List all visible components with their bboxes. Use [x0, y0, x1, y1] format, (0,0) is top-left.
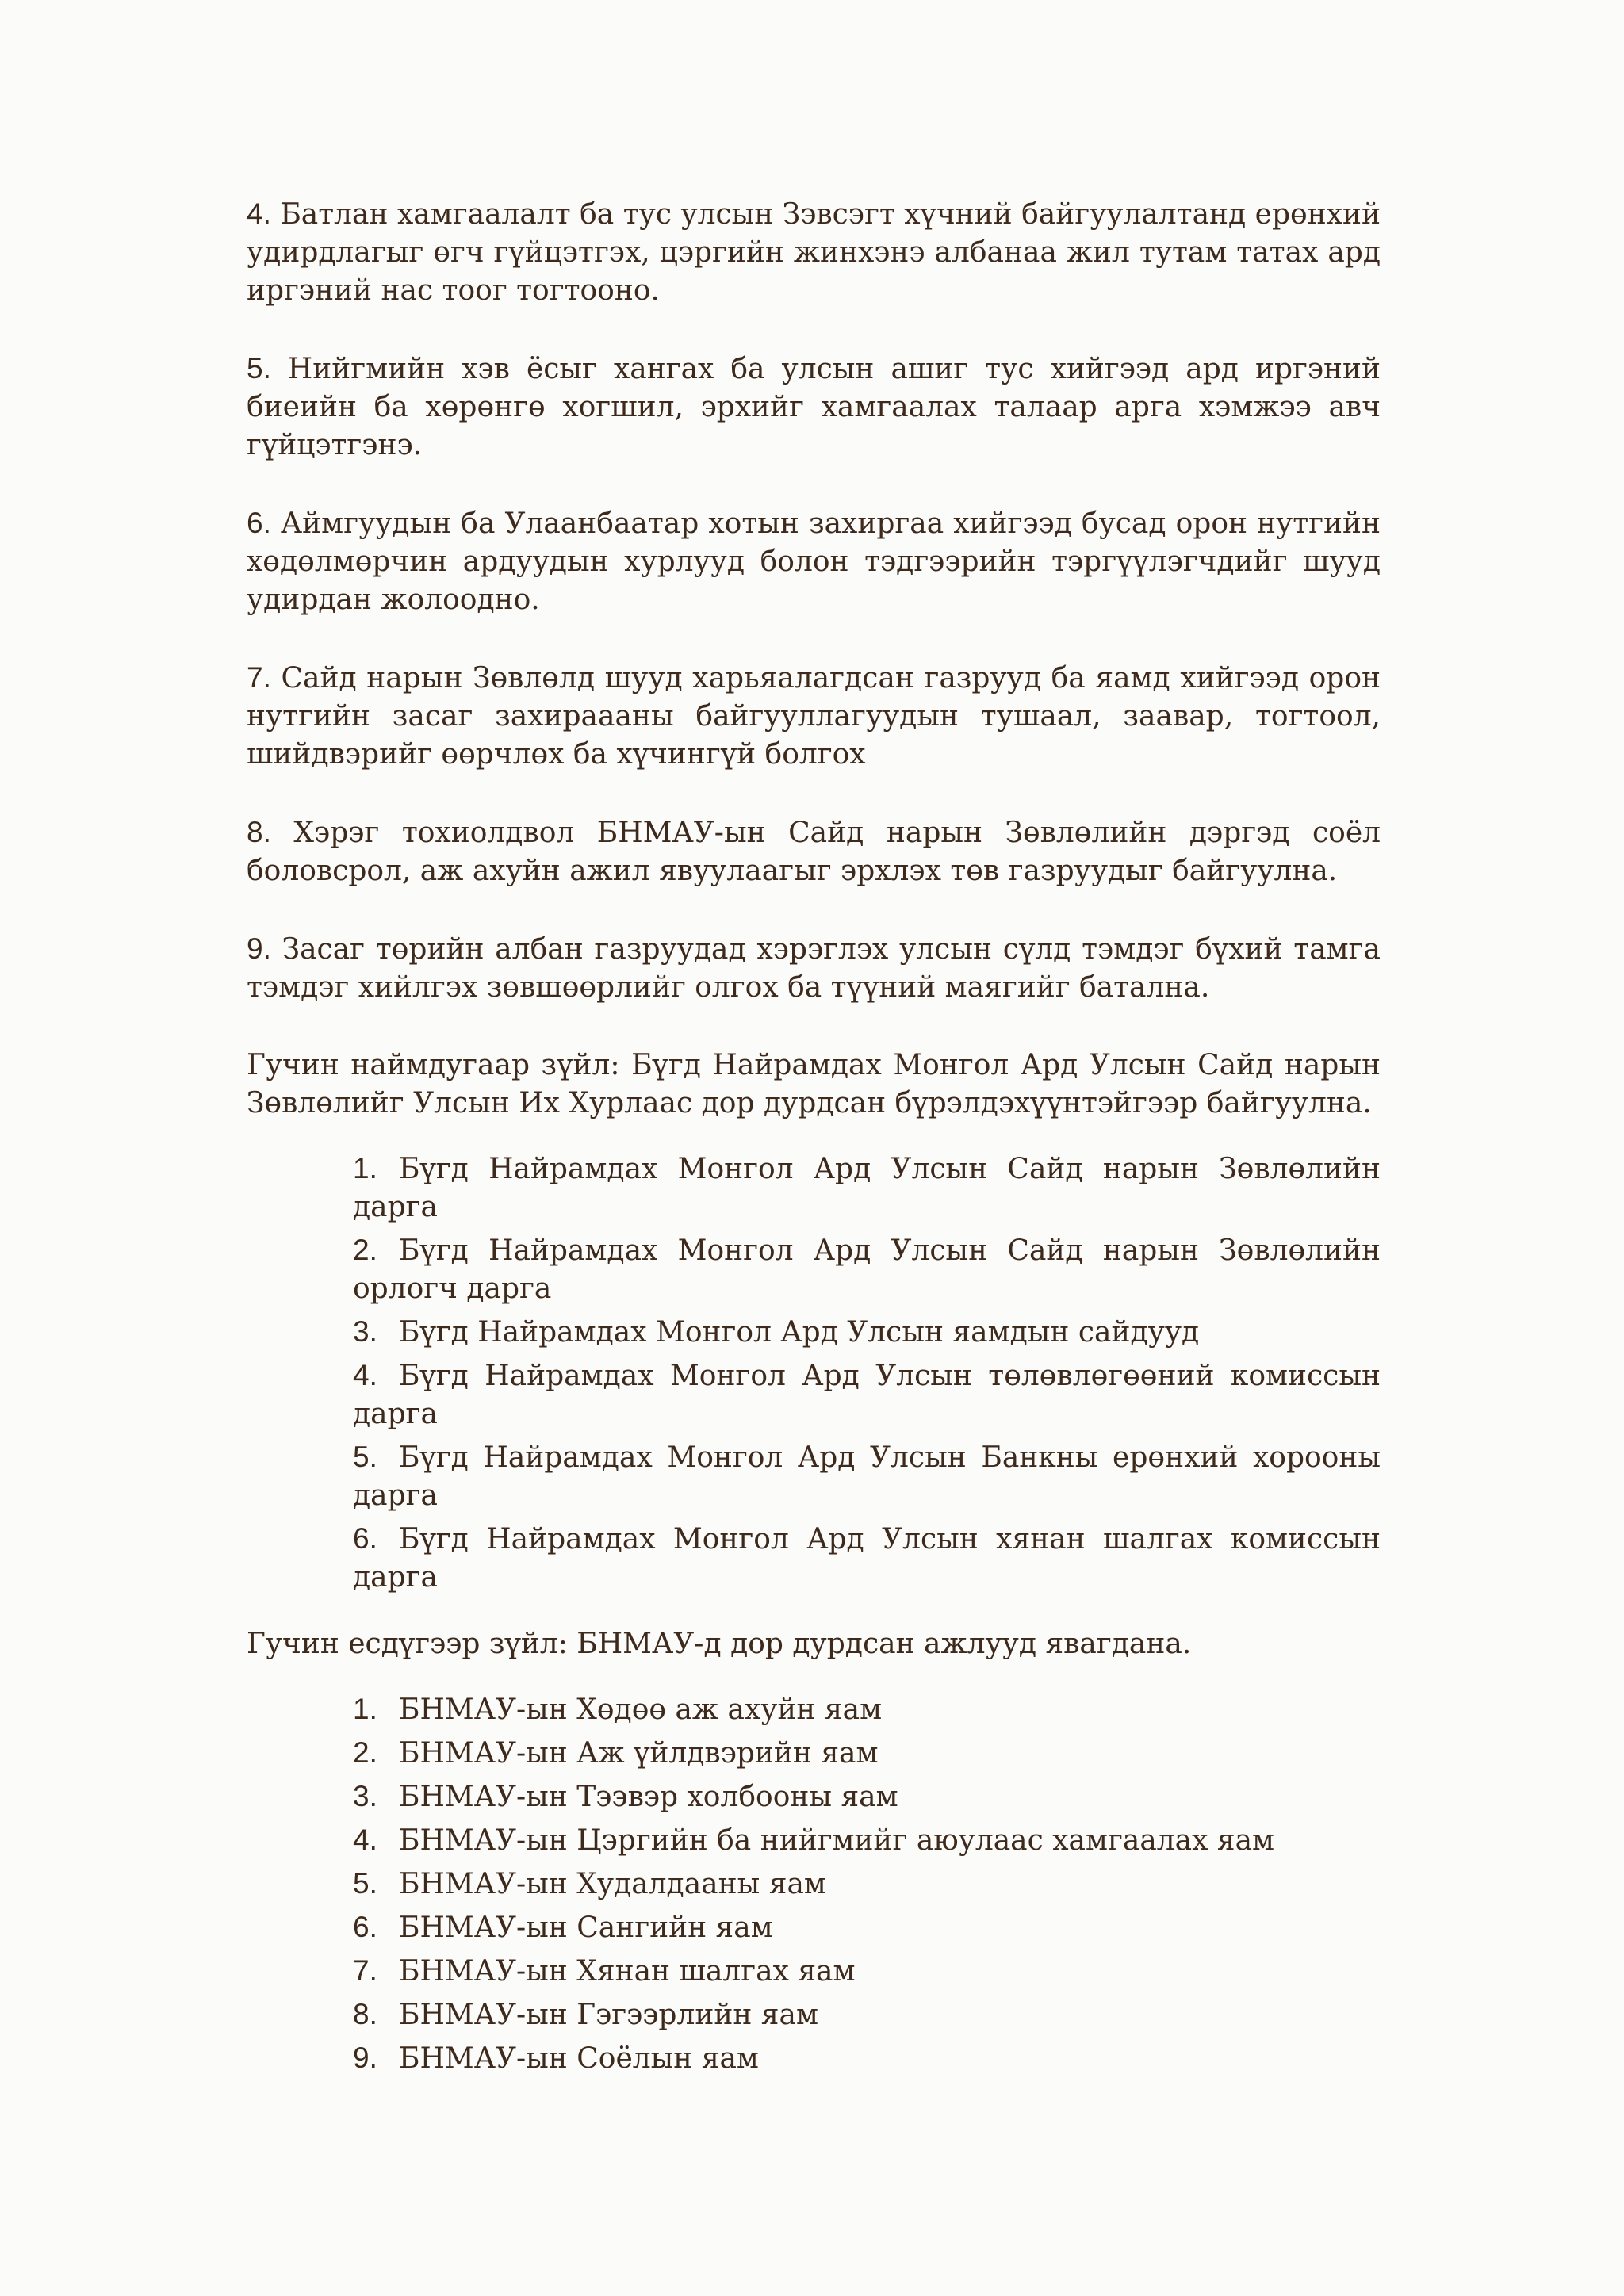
- article-38-list: [247, 1150, 1381, 1597]
- paragraph-number: 4.: [247, 197, 271, 230]
- list-item-text: БНМАУ-ын Гэгээрлийн яам: [399, 1999, 818, 2031]
- paragraph-number: 7.: [247, 661, 271, 694]
- list-item: [353, 1438, 1381, 1515]
- paragraph-number: 6.: [247, 507, 271, 539]
- list-item-number: 1.: [353, 1152, 377, 1184]
- list-item: [353, 1734, 1381, 1773]
- paragraph-number: 5.: [247, 352, 271, 385]
- list-item: [353, 1150, 1381, 1226]
- article-39-heading: Гучин есдүгээр зүйл: БНМАУ-д дор дурдсан ажлууд явагдана.: [247, 1628, 1192, 1660]
- list-item-text: Бүгд Найрамдах Монгол Ард Улсын Сайд нарын Зөвлөлийн дарга: [353, 1153, 1381, 1223]
- list-item: [353, 1777, 1381, 1816]
- list-item-number: 1.: [353, 1693, 377, 1725]
- paragraph-text: Аймгуудын ба Улаанбаатар хотын захиргаа хийгээд бусад орон нутгийн хөдөлмөрчин ардуудын хурлууд болон тэдгээрийн тэргүүлэгчдийг шууд удирдан жолоодно.: [247, 507, 1381, 616]
- paragraph-4: [247, 195, 1381, 310]
- list-item: [353, 1520, 1381, 1597]
- list-item-text: БНМАУ-ын Тээвэр холбооны яам: [399, 1781, 898, 1813]
- list-item: [353, 2039, 1381, 2078]
- list-item-text: БНМАУ-ын Хянан шалгах яам: [399, 1955, 856, 1988]
- paragraph-6: [247, 504, 1381, 619]
- list-item: [353, 1690, 1381, 1729]
- list-item-number: 3.: [353, 1315, 377, 1348]
- paragraph-5: [247, 350, 1381, 465]
- paragraph-number: 9.: [247, 932, 271, 965]
- paragraph-text: Засаг төрийн албан газруудад хэрэглэх улсын сүлд тэмдэг бүхий тамга тэмдэг хийлгэх зөвшөөрлийг олгох ба түүний маягийг батална.: [247, 933, 1381, 1004]
- list-item-number: 4.: [353, 1359, 377, 1391]
- document-page: [247, 195, 1381, 2107]
- list-item-text: БНМАУ-ын Аж үйлдвэрийн яам: [399, 1737, 879, 1770]
- list-item: [353, 1865, 1381, 1904]
- list-item: [353, 1357, 1381, 1433]
- list-item-number: 5.: [353, 1867, 377, 1900]
- list-item: [353, 1821, 1381, 1860]
- list-item-text: БНМАУ-ын Цэргийн ба нийгмийг аюулаас хамгаалах яам: [399, 1824, 1275, 1857]
- list-item-text: Бүгд Найрамдах Монгол Ард Улсын Банкны ерөнхий хорооны дарга: [353, 1441, 1381, 1512]
- list-item-number: 9.: [353, 2042, 377, 2074]
- list-item-text: Бүгд Найрамдах Монгол Ард Улсын хянан шалгах комиссын дарга: [353, 1523, 1381, 1594]
- paragraph-text: Сайд нарын Зөвлөлд шууд харьяалагдсан газрууд ба яамд хийгээд орон нутгийн засаг захираааны байгууллагуудын тушаал, заавар, тогтоол, шийдвэрийг өөрчлөх ба хүчингүй болгох: [247, 662, 1381, 771]
- list-item-text: БНМАУ-ын Сангийн яам: [399, 1911, 773, 1944]
- list-item: [353, 1231, 1381, 1308]
- paragraph-8: [247, 813, 1381, 890]
- list-item: [353, 1952, 1381, 1991]
- list-item-number: 3.: [353, 1780, 377, 1812]
- paragraph-9: [247, 930, 1381, 1007]
- list-item: [353, 1313, 1381, 1352]
- list-item-text: Бүгд Найрамдах Монгол Ард Улсын төлөвлөгөөний комиссын дарга: [353, 1360, 1381, 1430]
- list-item-number: 2.: [353, 1234, 377, 1266]
- list-item-text: Бүгд Найрамдах Монгол Ард Улсын яамдын сайдууд: [399, 1316, 1200, 1349]
- paragraph-7: [247, 659, 1381, 774]
- list-item-text: Бүгд Найрамдах Монгол Ард Улсын Сайд нарын Зөвлөлийн орлогч дарга: [353, 1234, 1381, 1305]
- list-item-number: 7.: [353, 1954, 377, 1987]
- list-item: [353, 1996, 1381, 2034]
- list-item-number: 8.: [353, 1998, 377, 2030]
- list-item: [353, 1908, 1381, 1947]
- list-item-text: БНМАУ-ын Хөдөө аж ахуйн яам: [399, 1693, 883, 1726]
- list-item-text: БНМАУ-ын Худалдааны яам: [399, 1868, 826, 1900]
- list-item-number: 2.: [353, 1736, 377, 1769]
- list-item-number: 5.: [353, 1441, 377, 1473]
- article-39-list: [247, 1690, 1381, 2078]
- list-item-number: 4.: [353, 1823, 377, 1856]
- paragraph-text: Батлан хамгаалалт ба тус улсын Зэвсэгт хүчний байгуулалтанд ерөнхий удирдлагыг өгч гүйцэтгэх, цэргийн жинхэнэ албанаа жил тутам татах ард иргэний нас тоог тогтооно.: [247, 198, 1381, 307]
- list-item-text: БНМАУ-ын Соёлын яам: [399, 2042, 759, 2075]
- paragraph-number: 8.: [247, 816, 271, 848]
- list-item-number: 6.: [353, 1911, 377, 1943]
- paragraph-text: Хэрэг тохиолдвол БНМАУ-ын Сайд нарын Зөвлөлийн дэргэд соёл боловсрол, аж ахуйн ажил явуулаагыг эрхлэх төв газруудыг байгуулна.: [247, 817, 1381, 887]
- article-38-heading: Гучин наймдугаар зүйл: Бүгд Найрамдах Монгол Ард Улсын Сайд нарын Зөвлөлийг Улсын Их Хурлаас дор дурдсан бүрэлдэхүүнтэйгээр байгуулна.: [247, 1049, 1381, 1119]
- list-item-number: 6.: [353, 1522, 377, 1555]
- paragraph-text: Нийгмийн хэв ёсыг хангах ба улсын ашиг тус хийгээд ард иргэний биеийн ба хөрөнгө хогшил, эрхийг хамгаалах талаар арга хэмжээ авч гүйцэтгэнэ.: [247, 353, 1381, 461]
